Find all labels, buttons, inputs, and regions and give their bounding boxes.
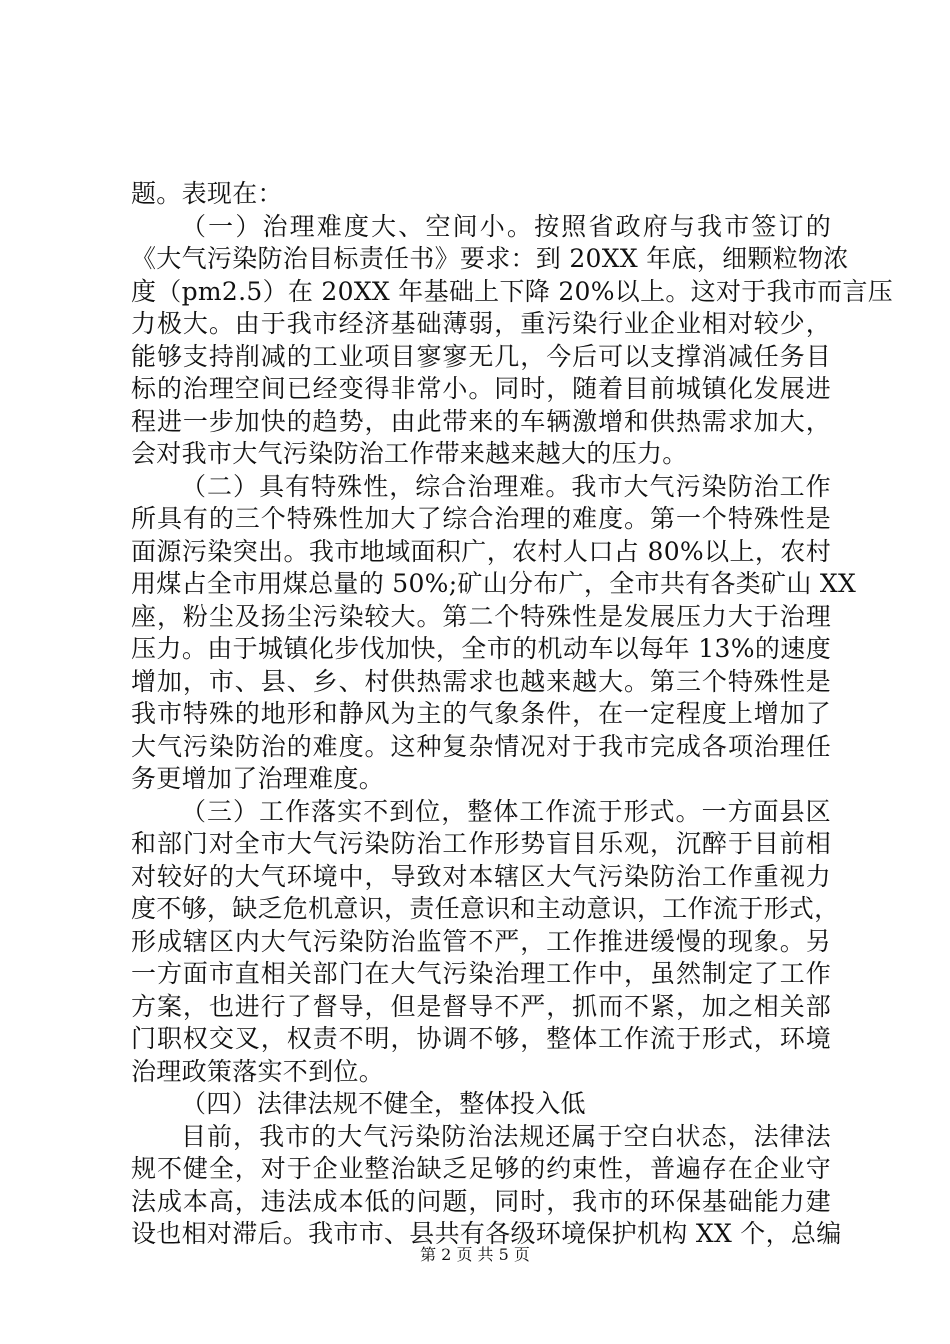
text-line: 力极大。由于我市经济基础薄弱，重污染行业企业相对较少， [131,309,831,338]
text-line: 面源污染突出。我市地域面积广，农村人口占 80%以上，农村 [131,536,831,566]
text-line: 所具有的三个特殊性加大了综合治理的难度。第一个特殊性是 [131,504,831,533]
document-body [131,178,894,1251]
text-line: 度不够，缺乏危机意识，责任意识和主动意识，工作流于形式， [131,894,840,923]
text-line: 用煤占全市用煤总量的 50%;矿山分布广，全市共有各类矿山 XX [131,569,857,598]
text-line: 压力。由于城镇化步伐加快，全市的机动车以每年 13%的速度 [131,634,831,663]
text-line: 我市特殊的地形和静风为主的气象条件，在一定程度上增加了 [131,699,831,728]
text-line: 一方面市直相关部门在大气污染治理工作中，虽然制定了工作 [131,959,831,988]
text-line: 程进一步加快的趋势，由此带来的车辆激增和供热需求加大， [131,406,831,436]
text-line: 设也相对滞后。我市市、县共有各级环境保护机构 XX 个，总编 [131,1219,842,1248]
text-line: 度（pm2.5）在 20XX 年基础上下降 20%以上。这对于我市而言压 [131,276,894,306]
text-line: 治理政策落实不到位。 [131,1056,385,1086]
paragraph-heading-3: （三）工作落实不到位，整体工作流于形式。一方面县区 [181,796,831,826]
text-line: 能够支持削减的工业项目寥寥无几，今后可以支撑消减任务目 [131,341,831,371]
text-line: 题。表现在： [131,179,283,208]
text-line: 门职权交叉，权责不明，协调不够，整体工作流于形式，环境 [131,1024,831,1053]
text-line: 会对我市大气污染防治工作带来越来越大的压力。 [131,439,688,468]
text-line: 对较好的大气环境中，导致对本辖区大气污染防治工作重视力 [131,861,831,891]
text-line: 《大气污染防治目标责任书》要求：到 20XX 年底，细颗粒物浓 [131,244,849,273]
text-line: 务更增加了治理难度。 [131,764,385,793]
page-number-footer: 第 2 页 共 5 页 [420,1245,530,1264]
paragraph-heading-1: （一）治理难度大、空间小。按照省政府与我市签订的 [181,211,831,241]
text-line: 大气污染防治的难度。这种复杂情况对于我市完成各项治理任 [131,731,831,761]
text-line: 标的治理空间已经变得非常小。同时，随着目前城镇化发展进 [131,374,831,403]
paragraph-heading-2: （二）具有特殊性，综合治理难。我市大气污染防治工作 [181,471,831,501]
text-line: 规不健全，对于企业整治缺乏足够的约束性，普遍存在企业守 [131,1154,831,1183]
text-line: 座，粉尘及扬尘污染较大。第二个特殊性是发展压力大于治理 [131,601,831,631]
text-line: 形成辖区内大气污染防治监管不严，工作推进缓慢的现象。另 [131,926,831,956]
text-line: 法成本高，违法成本低的问题，同时，我市的环保基础能力建 [131,1186,831,1216]
text-line: 增加，市、县、乡、村供热需求也越来越大。第三个特殊性是 [131,666,831,696]
text-line: 和部门对全市大气污染防治工作形势盲目乐观，沉醉于目前相 [131,829,831,858]
paragraph-heading-4: （四）法律法规不健全，整体投入低 [181,1089,586,1118]
text-line: 目前，我市的大气污染防治法规还属于空白状态，法律法 [181,1121,831,1151]
text-line: 方案，也进行了督导，但是督导不严，抓而不紧，加之相关部 [131,991,831,1021]
